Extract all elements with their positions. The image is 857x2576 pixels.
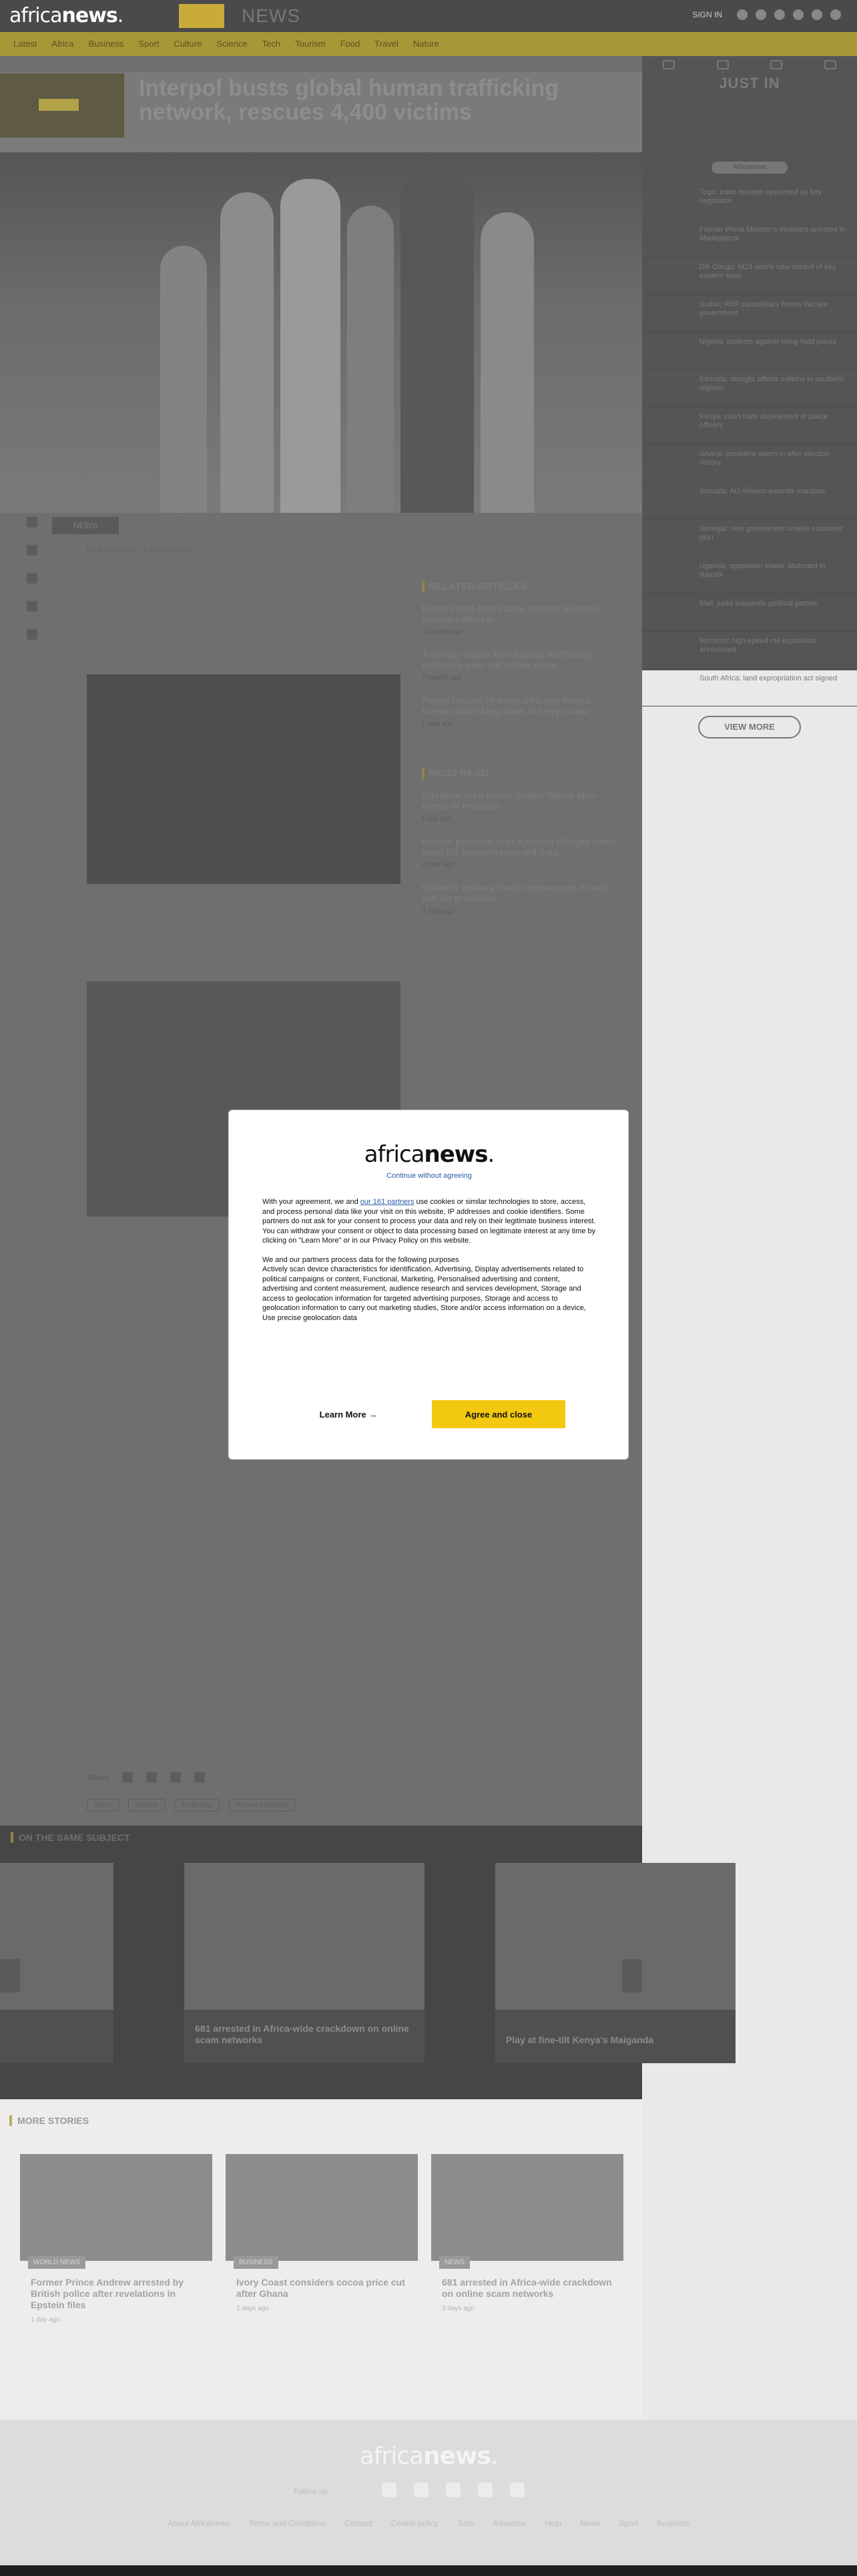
nav-item[interactable]: Food [340, 39, 360, 49]
rail-headline: Former Prime Minister's ministers arrested in Madagascar [699, 226, 846, 242]
consent-dialog [228, 1110, 629, 1460]
story-title: 681 arrested in Africa-wide crackdown on online scam networks [442, 2277, 612, 2299]
rail-headline: Somalia: AU mission extends mandate [699, 487, 826, 495]
nav-item[interactable]: Business [88, 39, 124, 49]
related-heading: RELATED ARTICLES [422, 581, 619, 592]
story-title: Former Prince Andrew arrested by British police after revelations in Epstein files [31, 2277, 184, 2310]
continue-without-agreeing-link[interactable]: Continue without agreeing [386, 1172, 472, 1180]
story-date: 3 days ago [442, 2305, 475, 2312]
tag-chip[interactable]: Trafficking [174, 1799, 220, 1811]
story-category: BUSINESS [234, 2256, 278, 2269]
rail-headline: Mali: junta suspends political parties [699, 600, 818, 608]
purposes-list: Actively scan device characteristics for identification, Advertising, Display advertisements related to political campaigns or content, Functional, Marketing, Personalised advertising and content, advertising and content measurement, audience research and services development, Storage and access to geolocation information for targeted advertising purposes, Storage and access to geolocation information to carry out marketing studies, Store and/or access information on a device, Use precise geolocation data [262, 1265, 586, 1322]
story-date: 1 day ago [31, 2316, 60, 2324]
rail-headline: Nigeria: protests against rising food prices [699, 338, 836, 346]
rail-headline: Kenya: court halts deployment of police officers [699, 413, 828, 429]
most-read-title: Kenya: protests over Kakuma refugee camp amid US humanitarian aid cuts [422, 836, 617, 857]
most-read-date: 3 days ago [422, 907, 455, 915]
same-subject-heading: ON THE SAME SUBJECT [11, 1832, 129, 1843]
related-date: 4 months ago [422, 628, 463, 636]
nav-item[interactable]: Sport [138, 39, 160, 49]
footer-logo[interactable]: africanews. [359, 2442, 498, 2470]
story-category: NEWS [439, 2256, 470, 2269]
related-title: Dutch court hears case against Eritrean human trafficker [422, 603, 599, 624]
footer-link[interactable]: Sport [619, 2519, 638, 2528]
most-read-heading: MOST READ [422, 768, 619, 779]
tag-chip[interactable]: Interpol [128, 1799, 165, 1811]
most-read-title: Ethiopia: teen Issam Cuban Weval after threat of invasion [422, 790, 597, 811]
learn-more-button[interactable]: Learn More → [302, 1402, 394, 1427]
tag-chip[interactable]: Africa [87, 1799, 119, 1811]
image-caption: Photo: Interpol — victims of trafficking rescued in a global operation [131, 519, 330, 527]
article-headline: Interpol busts global human trafficking network, rescues 4,400 victims [139, 75, 559, 125]
nav-item[interactable]: Travel [374, 39, 398, 49]
story-title: Ivory Coast considers cocoa price cut after Ghana [236, 2277, 405, 2299]
most-read-title: Gabon's military leader announces he will run for president [422, 882, 608, 903]
nav-item[interactable]: Africa [51, 39, 74, 49]
related-date: 7 months ago [422, 674, 463, 682]
site-logo[interactable]: africanews. [9, 4, 123, 27]
related-date: 1 year ago [422, 720, 454, 728]
view-more-button[interactable]: VIEW MORE [698, 716, 801, 738]
footer-link[interactable]: Advertise [493, 2519, 527, 2528]
sign-in-link[interactable]: SIGN IN [692, 10, 722, 19]
partners-link[interactable]: our 161 partners [360, 1198, 414, 1206]
more-stories-heading: MORE STORIES [9, 2115, 89, 2126]
card-title: Play at fine-tilt Kenya's Maiganda [506, 2034, 654, 2045]
rail-headline: Sudan: RSF paramilitary forces declare government [699, 300, 828, 317]
article-byline: By Africanews · Last updated [87, 545, 191, 554]
footer-link[interactable]: Business [656, 2519, 689, 2528]
section-title: NEWS [242, 5, 300, 26]
consent-text: With your agreement, we and our 161 partners use cookies or similar technologies to store, access, and process personal data like your visit on this website, IP addresses and cookie identifiers. Some partners do not ask for your consent to process your data and rely on their legitimate business interest. You can withdraw your consent or object to data processing based on legitimate interest at any time by clicking on "Learn More" or in our Privacy Policy on this website. We and our partners process data for the following purposes Actively scan device characteristics for identification, Advertising, Display advertisements related to political campaigns or content, Functional, Marketing, Personalised advertising and content, advertising and content measurement, audience research and services development, Storage and access to geolocation information for targeted advertising purposes, Storage and access to geolocation information to carry out marketing studies, Store and/or access information on a device, Use precise geolocation data [262, 1198, 596, 1322]
rail-headline: Uganda: opposition leader abducted in Nairobi [699, 562, 826, 579]
nav-item[interactable]: Latest [13, 39, 37, 49]
card-title: 681 arrested in Africa-wide crackdown on online scam networks [195, 2023, 409, 2045]
share-label: Share [87, 1773, 109, 1782]
rail-headline: Ethiopia: drought affects millions in southern regions [699, 375, 844, 392]
nav-item[interactable]: Tech [262, 39, 281, 49]
rail-title: JUST IN [719, 75, 780, 91]
footer-link[interactable]: Help [545, 2519, 562, 2528]
nav-item[interactable]: Science [216, 39, 248, 49]
most-read-date: 1 day ago [422, 815, 451, 823]
nav-item[interactable]: Culture [174, 39, 202, 49]
rail-headline: Ghana: president sworn in after election victory [699, 450, 830, 467]
purposes-title: We and our partners process data for the following purposes [262, 1255, 459, 1264]
footer-link[interactable]: News [580, 2519, 601, 2528]
most-read-date: 2 days ago [422, 861, 455, 869]
story-date: 2 days ago [236, 2305, 269, 2312]
footer-link[interactable]: Cookie policy [390, 2519, 439, 2528]
rail-headline: Togo: trade minister appointed as key negotiator [699, 188, 822, 205]
follow-label: Follow us [294, 2487, 328, 2496]
rail-filter[interactable]: Africanews [711, 162, 788, 174]
tag-chip[interactable]: Human trafficking [229, 1799, 296, 1811]
related-title: Police rescue 70 most Africans from a human trafficking team in Ivory Coast [422, 695, 591, 716]
footer-link[interactable]: Jobs [457, 2519, 475, 2528]
rail-headline: DR Congo: M23 rebels take control of key eastern town [699, 263, 836, 280]
footer-link[interactable]: Terms and Conditions [248, 2519, 326, 2528]
rail-headline: South Africa: land expropriation act signed [699, 674, 838, 682]
rail-headline: Senegal: new government unveils economic plan [699, 525, 844, 542]
agree-and-close-button[interactable]: Agree and close [432, 1400, 565, 1428]
rail-headline: Morocco: high-speed rail expansion announced [699, 637, 816, 654]
nav-item[interactable]: Nature [412, 39, 439, 49]
category-tag[interactable]: NEWS [52, 517, 119, 534]
nav-item[interactable]: Tourism [295, 39, 326, 49]
footer-link[interactable]: Contact [344, 2519, 372, 2528]
story-category: WORLD NEWS [28, 2256, 85, 2269]
consent-logo: africanews. [364, 1141, 495, 1168]
related-title: Amnesty slams first human trafficking sentence over aid online scam [422, 649, 592, 670]
footer-link[interactable]: About Africanews [168, 2519, 230, 2528]
